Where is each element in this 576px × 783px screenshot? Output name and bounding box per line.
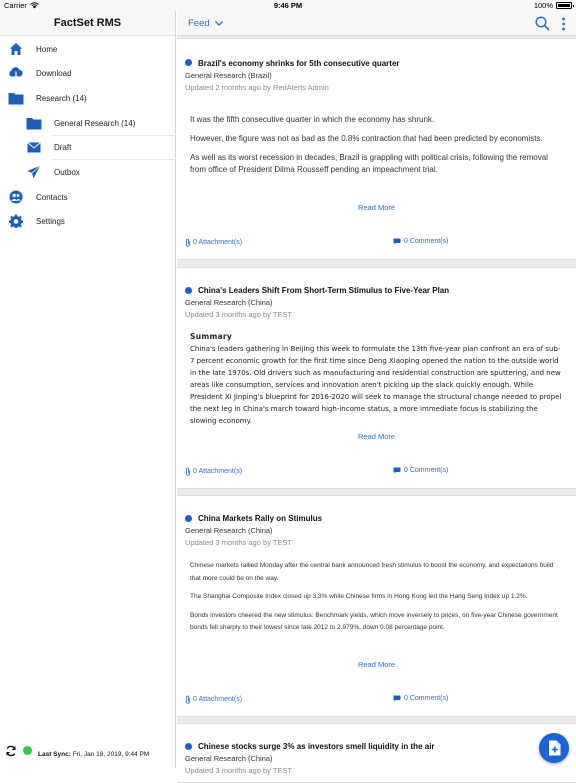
new-note-button[interactable] (539, 733, 569, 763)
card-category: General Research (China) (185, 298, 273, 307)
more-vertical-icon[interactable] (561, 17, 566, 31)
search-icon[interactable] (535, 16, 550, 31)
feed-card[interactable] (177, 267, 576, 489)
attachments-count: 0 Attachment(s) (193, 239, 243, 246)
summary-text: China's leaders gathering in Beijing this week to formulate the 13th five-year plan confront an era of sub-7 percent economic growth for the first time since Deng Xiaoping opened the nation to the outside world in the late 1970s. Old drivers such as manufacturing and residential construction are sputtering, and new areas like consumption, services and innovation aren't picking up the slack quickly enough. While President Xi Jinping's blueprint for 2016-2020 will seek to manage the structural change needed to propel the next leg in China's march toward high-income status, a more immediate focus is stabilizing the slowing economy. (190, 345, 562, 425)
unread-dot (185, 287, 192, 294)
chevron-down-icon (215, 21, 223, 26)
status-bar (0, 0, 576, 11)
home-icon (8, 41, 24, 57)
battery-indicator (534, 1, 572, 10)
sidebar-item-contacts[interactable] (0, 185, 176, 209)
comments-link[interactable] (393, 695, 448, 702)
card-footer (185, 695, 568, 709)
card-body (190, 560, 564, 655)
sidebar-item-research[interactable] (0, 86, 176, 110)
card-footer (185, 238, 568, 252)
sidebar-item-download[interactable] (0, 61, 176, 85)
read-more-link[interactable]: Read More (357, 660, 396, 669)
sidebar-item-label: Settings (36, 216, 65, 226)
attachments-link[interactable] (185, 238, 242, 247)
attachments-link[interactable] (185, 695, 242, 704)
feed-card[interactable] (177, 723, 576, 783)
last-sync-value: Fri, Jan 18, 2019, 9:44 PM (72, 751, 150, 758)
sidebar-item-general-research[interactable] (0, 111, 176, 135)
sidebar-item-label: General Research (14) (54, 118, 136, 128)
sidebar-item-label: Outbox (54, 167, 80, 177)
unread-dot (185, 59, 192, 66)
sidebar-item-home[interactable] (0, 37, 176, 61)
sidebar-item-label: Home (36, 44, 58, 54)
unread-dot (185, 515, 192, 522)
card-title[interactable]: Chinese stocks surge 3% as investors smell liquidity in the air (198, 742, 435, 751)
sidebar-header (0, 11, 175, 36)
card-title[interactable]: China's Leaders Shift From Short-Term Stimulus to Five-Year Plan (198, 286, 450, 295)
feed-panel (177, 11, 576, 775)
comments-count: 0 Comment(s) (404, 695, 449, 702)
card-updated: Updated 3 months ago by TEST (185, 310, 293, 319)
card-title[interactable]: Brazil's economy shrinks for 5th consecutive quarter (198, 59, 400, 68)
card-updated: Updated 3 months ago by TEST (185, 538, 293, 547)
comment-icon (393, 467, 401, 474)
feed-header (177, 11, 576, 36)
app-title: FactSet RMS (53, 17, 122, 29)
new-document-icon (548, 740, 561, 756)
gear-icon (8, 213, 24, 229)
sidebar-item-outbox[interactable] (0, 160, 176, 184)
sidebar-item-label: Draft (54, 142, 72, 152)
comment-icon (393, 238, 401, 245)
card-paragraph: Chinese markets rallied Monday after the central bank announced fresh stimulus to boost the economy, and expectations build that more could be on the way. (190, 562, 554, 582)
feed-selector[interactable] (188, 18, 223, 29)
card-updated: Updated 2 months ago by RedAlerts Admin (185, 83, 329, 92)
card-title[interactable]: China Markets Rally on Stimulus (198, 514, 323, 523)
contacts-icon (8, 189, 24, 205)
battery-icon (556, 2, 572, 9)
sidebar-item-settings[interactable] (0, 209, 176, 233)
feed-card[interactable] (177, 38, 576, 260)
comments-count: 0 Comment(s) (404, 238, 449, 245)
folder-icon (8, 90, 24, 106)
card-updated: Updated 3 months ago by TEST (185, 766, 293, 775)
folder-icon (26, 115, 42, 131)
card-body (190, 332, 564, 426)
carrier-label: Carrier (4, 1, 27, 10)
summary-heading: Summary (190, 332, 233, 341)
attachments-count: 0 Attachment(s) (193, 696, 243, 703)
card-footer (185, 467, 568, 481)
paperclip-icon (185, 695, 191, 704)
last-sync (38, 751, 149, 758)
sync-status-dot (23, 746, 32, 755)
card-category: General Research (China) (185, 526, 273, 535)
paperclip-icon (185, 238, 191, 247)
sidebar-item-draft[interactable] (0, 135, 176, 159)
clock: 9:46 PM (273, 1, 303, 10)
card-body (190, 114, 564, 194)
paperclip-icon (185, 467, 191, 476)
sync-icon[interactable] (5, 745, 17, 757)
last-sync-label: Last Sync: (38, 751, 71, 758)
card-paragraph: It was the fifth consecutive quarter in which the economy has shrunk. (190, 115, 435, 124)
comments-link[interactable] (393, 467, 448, 474)
read-more-link[interactable]: Read More (357, 203, 396, 212)
feed-card[interactable] (177, 495, 576, 717)
card-category: General Research (China) (185, 754, 273, 763)
attachments-link[interactable] (185, 467, 242, 476)
read-more-link[interactable]: Read More (357, 432, 396, 441)
sidebar-item-label: Download (36, 68, 72, 78)
card-paragraph: Bonds investors cheered the new stimulus: Benchmark yields, which move inversely to prices, on five-year Chinese government bonds fell sharply to their lowest since late 2012 to 2.979%, down 0.08 percentage point. (190, 611, 558, 631)
card-category: General Research (Brazil) (185, 71, 272, 80)
cloud-download-icon (8, 65, 24, 81)
feed-title: Feed (188, 18, 210, 29)
comment-icon (393, 695, 401, 702)
attachments-count: 0 Attachment(s) (193, 468, 243, 475)
card-paragraph: As well as its worst recession in decades, Brazil is grappling with political crisis, following the removal from office of President Dilma Rousseff pending an impeachment trial. (190, 153, 548, 174)
card-paragraph: The Shanghai Composite Index closed up 3.3% while Chinese firms in Hong Kong led the Hang Seng Index up 1.2%. (190, 593, 528, 600)
sidebar-item-label: Contacts (36, 192, 68, 202)
sidebar-item-label: Research (14) (36, 93, 87, 103)
comments-count: 0 Comment(s) (404, 467, 449, 474)
card-paragraph: However, the figure was not as bad as the 0.8% contraction that had been predicted by economists. (190, 134, 543, 143)
unread-dot (185, 743, 192, 750)
paper-plane-icon (26, 164, 42, 180)
envelope-icon (26, 139, 42, 155)
comments-link[interactable] (393, 238, 448, 245)
battery-percent: 100% (533, 1, 553, 10)
